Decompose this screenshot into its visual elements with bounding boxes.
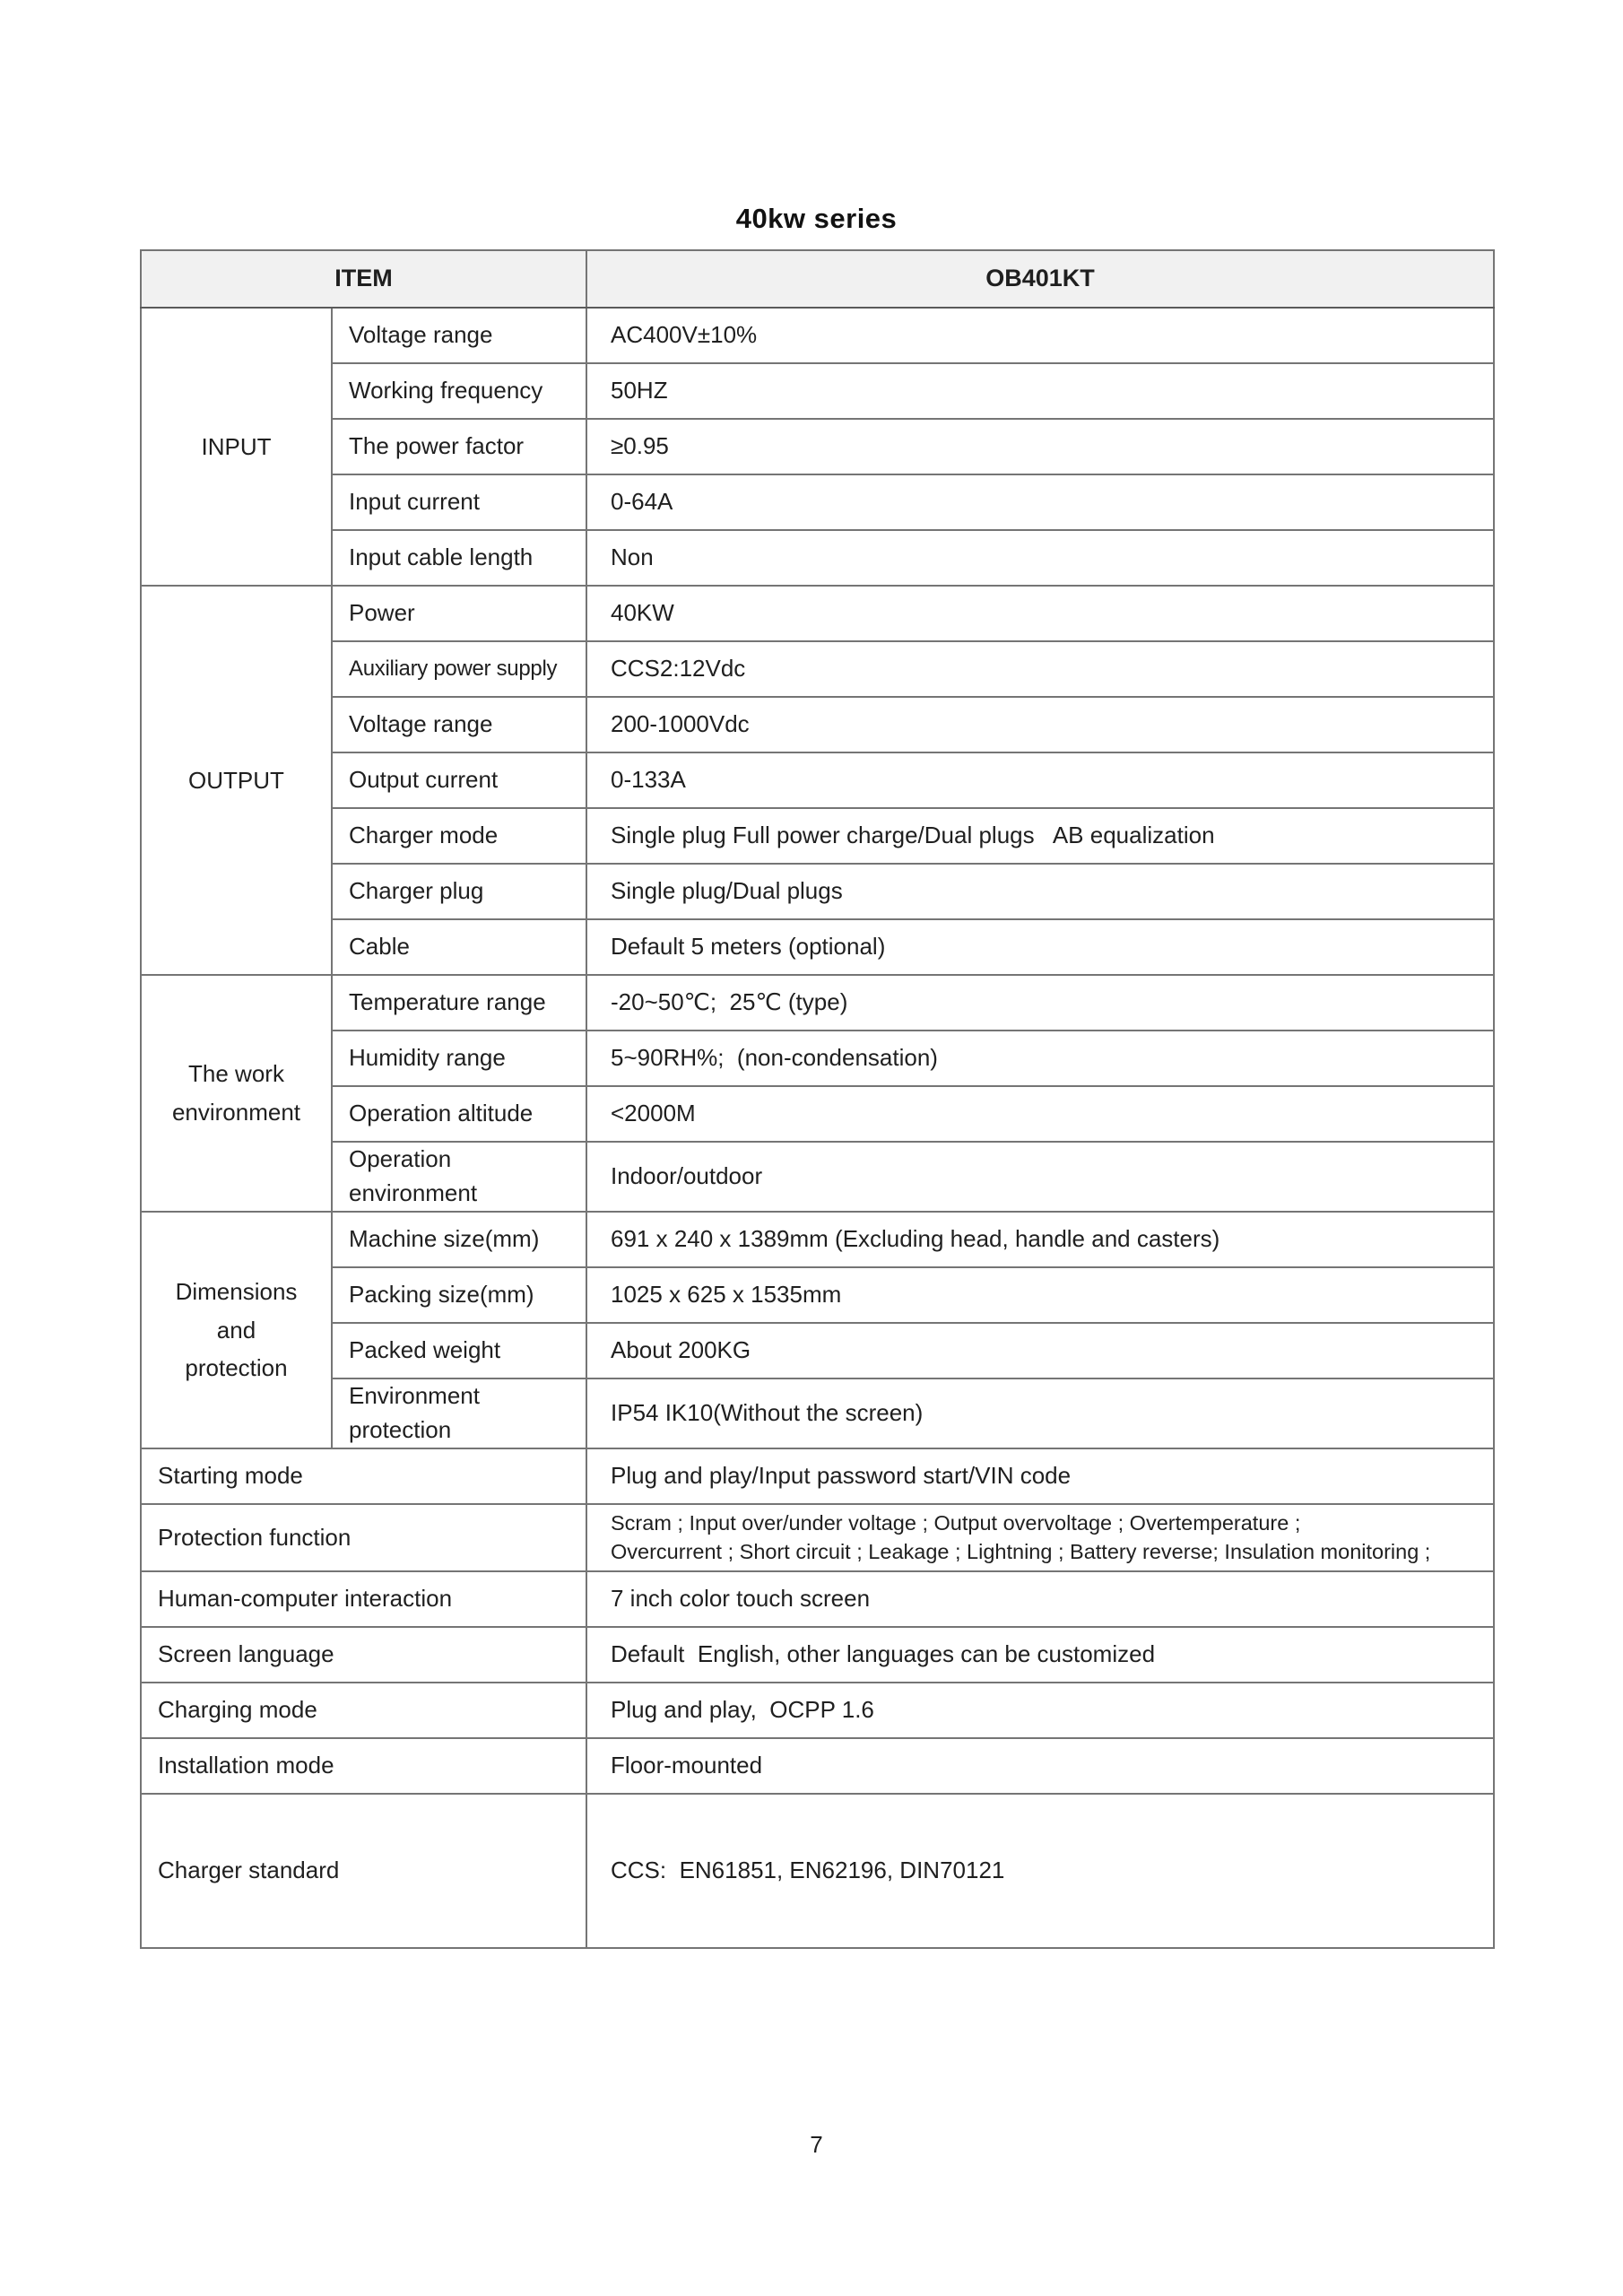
spec-value-cell: Default English, other languages can be customized bbox=[586, 1627, 1494, 1683]
table-row bbox=[141, 1212, 1494, 1267]
spec-value-cell: Single plug/Dual plugs bbox=[586, 864, 1494, 919]
spec-value-cell: ≥0.95 bbox=[586, 419, 1494, 474]
spec-value-cell: 50HZ bbox=[586, 363, 1494, 419]
page-number: 7 bbox=[810, 2131, 823, 2158]
table-row bbox=[141, 1031, 1494, 1086]
spec-label-cell: Input current bbox=[332, 474, 586, 530]
table-row bbox=[141, 1738, 1494, 1794]
protection-line-2: Overcurrent ; Short circuit ; Leakage ; Lightning ; Battery reverse; Insulation monitoring ; bbox=[611, 1540, 1431, 1564]
table-row bbox=[141, 752, 1494, 808]
spec-label-cell: Installation mode bbox=[141, 1738, 586, 1794]
spec-label-cell: Cable bbox=[332, 919, 586, 975]
spec-value-cell: IP54 IK10(Without the screen) bbox=[586, 1378, 1494, 1448]
spec-label-cell: The power factor bbox=[332, 419, 586, 474]
spec-value-cell: 0-64A bbox=[586, 474, 1494, 530]
spec-value-cell: Default 5 meters (optional) bbox=[586, 919, 1494, 975]
spec-value-cell: 691 x 240 x 1389mm (Excluding head, handle and casters) bbox=[586, 1212, 1494, 1267]
spec-value-cell: 200-1000Vdc bbox=[586, 697, 1494, 752]
table-header-row bbox=[141, 250, 1494, 308]
spec-label-cell: Voltage range bbox=[332, 697, 586, 752]
spec-value-cell: 5~90RH%; (non-condensation) bbox=[586, 1031, 1494, 1086]
table-row bbox=[141, 419, 1494, 474]
spec-value-cell: Single plug Full power charge/Dual plugs AB equalization bbox=[586, 808, 1494, 864]
table-row bbox=[141, 919, 1494, 975]
table-row bbox=[141, 363, 1494, 419]
spec-value-cell: 0-133A bbox=[586, 752, 1494, 808]
table-row bbox=[141, 1267, 1494, 1323]
table-row bbox=[141, 1378, 1494, 1448]
spec-value-cell: Indoor/outdoor bbox=[586, 1142, 1494, 1212]
header-model-cell: OB401KT bbox=[586, 250, 1494, 308]
table-row bbox=[141, 808, 1494, 864]
spec-label-cell: Operation environment bbox=[332, 1142, 586, 1212]
spec-table bbox=[140, 249, 1495, 1949]
spec-label-cell: Operation altitude bbox=[332, 1086, 586, 1142]
spec-label-cell: Voltage range bbox=[332, 308, 586, 363]
spec-label-cell: Charger standard bbox=[141, 1794, 586, 1948]
table-row bbox=[141, 586, 1494, 641]
spec-value-cell: AC400V±10% bbox=[586, 308, 1494, 363]
spec-label-cell: Working frequency bbox=[332, 363, 586, 419]
spec-value-cell: Floor-mounted bbox=[586, 1738, 1494, 1794]
spec-label-cell: Charger mode bbox=[332, 808, 586, 864]
spec-label-cell: Packing size(mm) bbox=[332, 1267, 586, 1323]
spec-value-cell: CCS: EN61851, EN62196, DIN70121 bbox=[586, 1794, 1494, 1948]
table-row bbox=[141, 975, 1494, 1031]
spec-label-cell: Packed weight bbox=[332, 1323, 586, 1378]
spec-label-cell: Starting mode bbox=[141, 1448, 586, 1504]
spec-value-cell: 7 inch color touch screen bbox=[586, 1571, 1494, 1627]
spec-value-cell: CCS2:12Vdc bbox=[586, 641, 1494, 697]
spec-label-cell: Machine size(mm) bbox=[332, 1212, 586, 1267]
spec-label-cell: Environment protection bbox=[332, 1378, 586, 1448]
table-row bbox=[141, 864, 1494, 919]
table-row bbox=[141, 1571, 1494, 1627]
table-row bbox=[141, 474, 1494, 530]
spec-label-cell: Temperature range bbox=[332, 975, 586, 1031]
spec-label-cell: Protection function bbox=[141, 1504, 586, 1571]
table-row bbox=[141, 1142, 1494, 1212]
table-row bbox=[141, 1794, 1494, 1948]
table-row bbox=[141, 308, 1494, 363]
spec-value-cell: <2000M bbox=[586, 1086, 1494, 1142]
spec-label-cell: Screen language bbox=[141, 1627, 586, 1683]
spec-label-cell: Power bbox=[332, 586, 586, 641]
table-row bbox=[141, 530, 1494, 586]
spec-label-cell: Humidity range bbox=[332, 1031, 586, 1086]
group-cell-input: INPUT bbox=[141, 308, 332, 586]
table-row bbox=[141, 1504, 1494, 1571]
spec-label-cell: Output current bbox=[332, 752, 586, 808]
spec-value-cell: Non bbox=[586, 530, 1494, 586]
spec-value-cell bbox=[586, 1504, 1494, 1571]
table-row bbox=[141, 1323, 1494, 1378]
group-cell-work-environment: The work environment bbox=[141, 975, 332, 1212]
spec-value-cell: Plug and play/Input password start/VIN code bbox=[586, 1448, 1494, 1504]
page-title: 40kw series bbox=[735, 203, 898, 234]
table-row bbox=[141, 1448, 1494, 1504]
spec-value-cell: 40KW bbox=[586, 586, 1494, 641]
group-cell-dimensions: Dimensions and protection bbox=[141, 1212, 332, 1448]
table-row bbox=[141, 1683, 1494, 1738]
spec-label-cell: Input cable length bbox=[332, 530, 586, 586]
spec-value-cell: Plug and play, OCPP 1.6 bbox=[586, 1683, 1494, 1738]
spec-value-cell: -20~50℃; 25℃ (type) bbox=[586, 975, 1494, 1031]
protection-line-1: Scram ; Input over/under voltage ; Output overvoltage ; Overtemperature ; bbox=[611, 1511, 1301, 1535]
spec-value-cell: 1025 x 625 x 1535mm bbox=[586, 1267, 1494, 1323]
spec-label-cell: Charger plug bbox=[332, 864, 586, 919]
table-row bbox=[141, 641, 1494, 697]
header-item-cell: ITEM bbox=[141, 250, 586, 308]
spec-value-cell: About 200KG bbox=[586, 1323, 1494, 1378]
spec-label-cell: Charging mode bbox=[141, 1683, 586, 1738]
table-row bbox=[141, 1086, 1494, 1142]
table-row bbox=[141, 1627, 1494, 1683]
spec-label-cell: Auxiliary power supply bbox=[332, 641, 586, 697]
table-row bbox=[141, 697, 1494, 752]
group-cell-output: OUTPUT bbox=[141, 586, 332, 975]
spec-label-cell: Human-computer interaction bbox=[141, 1571, 586, 1627]
